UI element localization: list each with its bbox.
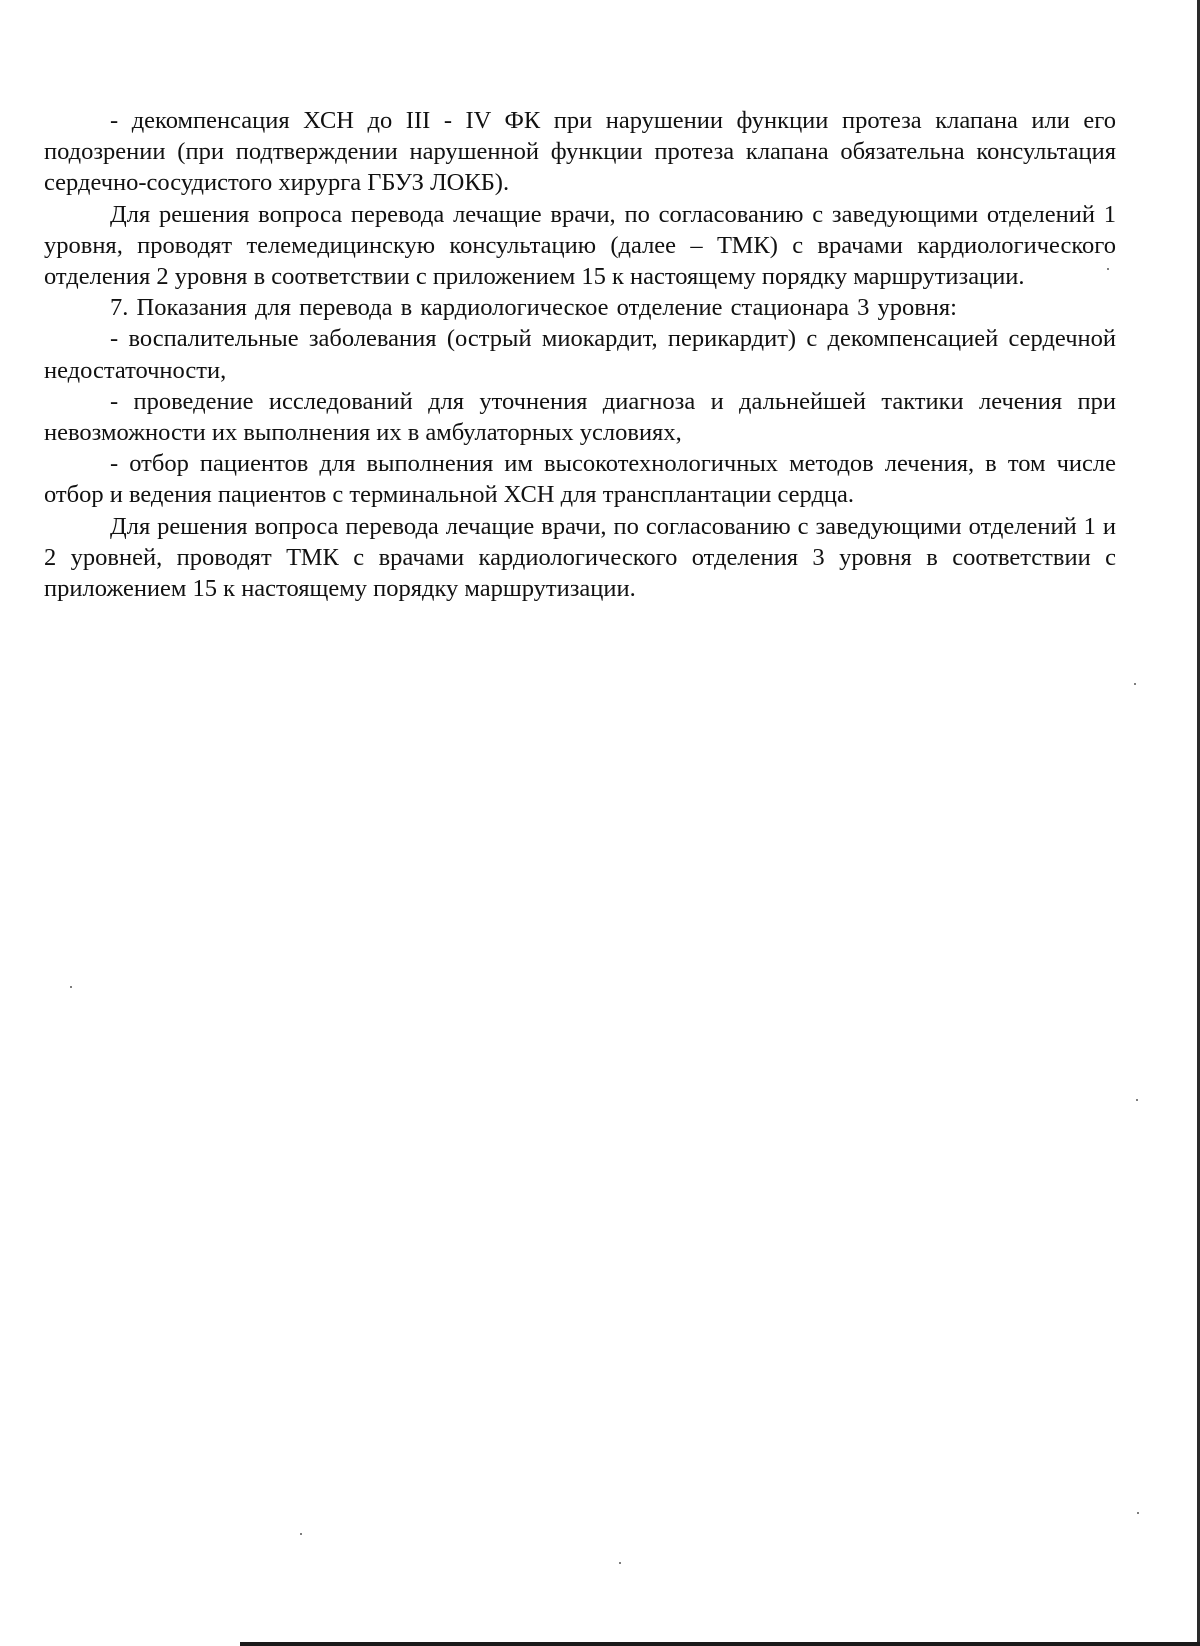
scan-speck [300,1533,302,1535]
document-body [44,105,1116,604]
paragraph-patient-selection: - отбор пациентов для выполнения им высокотехнологичных методов лечения, в том числе отбор и ведения пациентов с терминальной ХСН для трансплантации сердца. [44,450,1116,509]
paragraph-level3-transfer: Для решения вопроса перевода лечащие врачи, по согласованию с заведующими отделений 1 и 2 уровней, проводят ТМК с врачами кардиологического отделения 3 уровня в соответствии с приложением 15 к настоящему порядку маршрутизации. [44,512,1116,603]
scan-speck [1107,268,1109,270]
paragraph-inflammatory-diseases: - воспалительные заболевания (острый миокардит, перикардит) с декомпенсацией сердечной недостаточности, [44,325,1116,384]
scan-speck [70,986,72,988]
scan-speck [619,1562,621,1564]
paragraph-diagnostic-studies: - проведение исследований для уточнения диагноза и дальнейшей тактики лечения при невозможности их выполнения их в амбулаторных условиях, [44,387,1116,447]
paragraph-decompensation: - декомпенсация ХСН до III - IV ФК при нарушении функции протеза клапана или его подозрении (при подтверждении нарушенной функции протеза клапана обязательна консультация сердечно-сосудистого хирурга ГБУЗ ЛОКБ). [44,107,1116,197]
scan-speck [1134,683,1136,685]
scan-speck [1137,1512,1139,1514]
paragraph-item-7-heading: 7. Показания для перевода в кардиологическое отделение стационара 3 уровня: [110,294,957,322]
paragraph-level2-transfer: Для решения вопроса перевода лечащие врачи, по согласованию с заведующими отделений 1 уровня, проводят телемедицинскую консультацию (далее – ТМК) с врачами кардиологического отделения 2 уровня в соответствии с приложением 15 к настоящему порядку маршрутизации. [44,200,1116,291]
scan-speck [1136,1099,1138,1101]
scan-border-bottom [240,1642,1200,1646]
